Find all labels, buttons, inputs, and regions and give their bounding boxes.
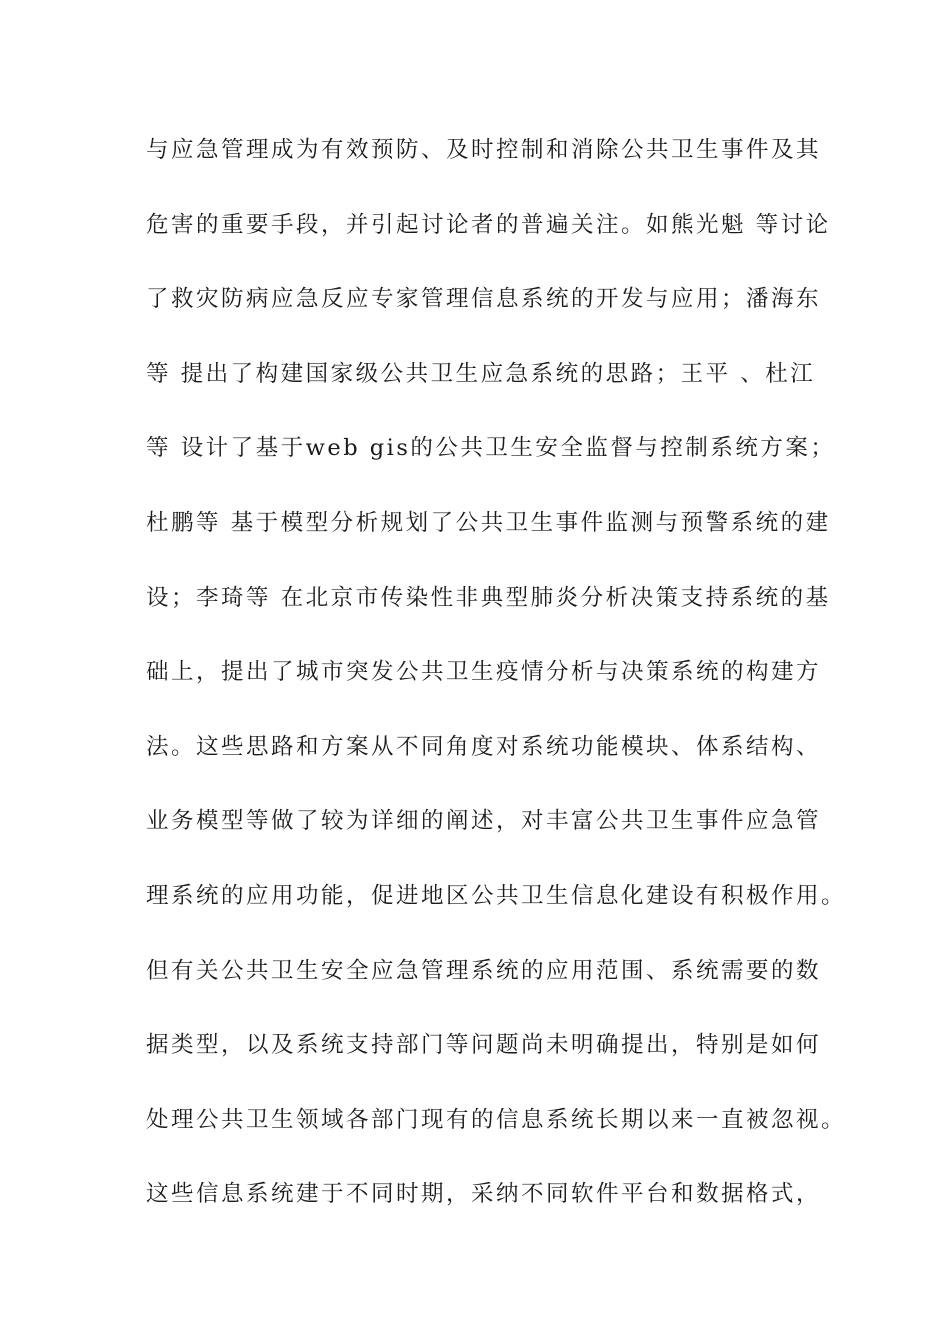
text-line: 与应急管理成为有效预防、及时控制和消除公共卫生事件及其 (146, 137, 822, 163)
text-line: 这些信息系统建于不同时期，采纳不同软件平台和数据格式， (146, 1181, 822, 1208)
text-line: 理系统的应用功能，促进地区公共卫生信息化建设有积极作用。 (146, 882, 847, 909)
text-line: 等 提出了构建国家级公共卫生应急系统的思路；王平 、杜江 (146, 360, 816, 387)
text-line: 危害的重要手段，并引起讨论者的普遍关注。如熊光魁 等讨论 (146, 211, 831, 238)
text-line: 处理公共卫生领域各部门现有的信息系统长期以来一直被忽视。 (146, 1106, 847, 1133)
text-line: 础上，提出了城市突发公共卫生疫情分析与决策系统的构建方 (146, 659, 822, 686)
text-line: 了救灾防病应急反应专家管理信息系统的开发与应用；潘海东 (146, 286, 822, 313)
text-line: 但有关公共卫生安全应急管理系统的应用范围、系统需要的数 (146, 957, 822, 984)
text-line: 等 设计了基于web gis的公共卫生安全监督与控制系统方案； (146, 435, 836, 462)
text-line: 杜鹏等 基于模型分析规划了公共卫生事件监测与预警系统的建 (146, 509, 831, 536)
text-line: 据类型，以及系统支持部门等问题尚未明确提出，特别是如何 (146, 1032, 822, 1059)
body-paragraph (146, 132, 847, 1251)
text-line: 业务模型等做了较为详细的阐述，对丰富公共卫生事件应急管 (146, 808, 822, 835)
text-line: 设；李琦等 在北京市传染性非典型肺炎分析决策支持系统的基 (146, 584, 831, 611)
text-line: 法。这些思路和方案从不同角度对系统功能模块、体系结构、 (146, 733, 822, 760)
